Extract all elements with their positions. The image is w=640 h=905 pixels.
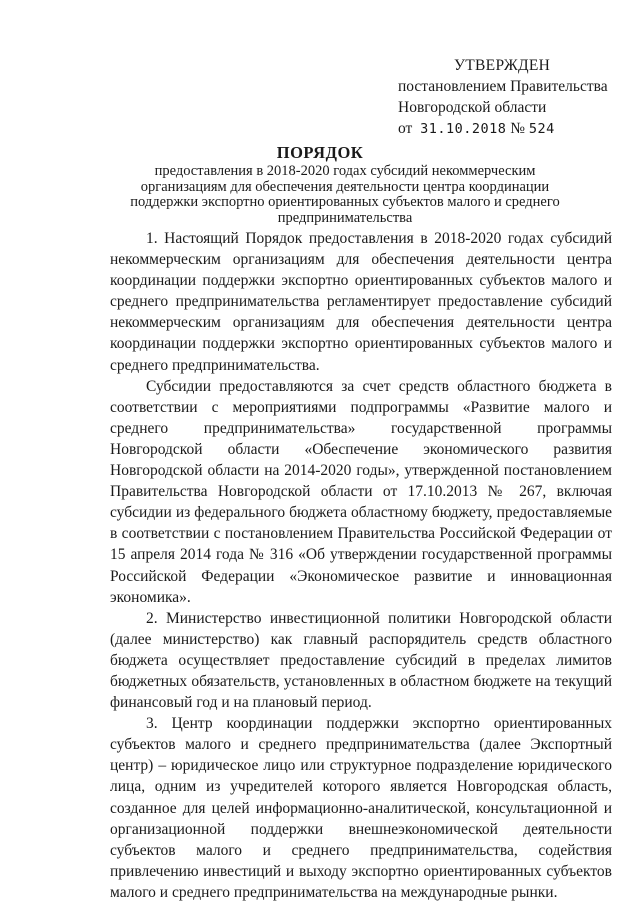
approval-line-1: постановлением Правительства bbox=[398, 78, 608, 95]
document-subtitle: предоставления в 2018-2020 годах субсидий некоммерческим организациям для обеспечения деятельности центра координации поддержки экспортно ориентированных субъектов малого и среднего предпринимательства bbox=[130, 163, 560, 226]
paragraph-2: Субсидии предоставляются за счет средств областного бюджета в соответствии с мероприятиями подпрограммы «Развитие малого и среднего предпринимательства» государственной программы Новгородской области «Обеспечение экономического развития Новгородской области на 2014-2020 годы», утвержденной постановлением Правительства Новгородской области от 17.10.2013 № 267, включая субсидии из федерального бюджета областному бюджету, предоставляемые в соответствии с постановлением Правительства Российской Федерации от 15 апреля 2014 года № 316 «Об утверждении государственной программы Российской Федерации «Экономическое развитие и инновационная экономика». bbox=[110, 377, 612, 606]
paragraph-3: 2. Министерство инвестиционной политики Новгородской области (далее министерство) как главный распорядитель средств областного бюджета осуществляет предоставление субсидий в пределах лимитов бюджетных обязательств, установленных в областном бюджете на текущий финансовый год и на плановый период. bbox=[110, 609, 612, 712]
document-body bbox=[110, 228, 612, 903]
approval-date-line bbox=[398, 118, 608, 140]
approval-line-2: Новгородской области bbox=[398, 99, 547, 116]
date-prefix: от bbox=[398, 120, 413, 137]
approval-stamp bbox=[398, 55, 608, 140]
document-date: 31.10.2018 bbox=[420, 121, 507, 137]
approved-title: УТВЕРЖДЕН bbox=[454, 57, 551, 74]
document-number: 524 bbox=[528, 121, 555, 137]
paragraph-4: 3. Центр координации поддержки экспортно ориентированных субъектов малого и среднего предпринимательства (далее Экспортный центр) – юридическое лицо или структурное подразделение юридического лица, одним из учредителей которого является Новгородская область, созданное для целей информационно-аналитической, консультационной и организационной поддержки внешнеэкономической деятельности субъектов малого и среднего предпринимательства, содействия привлечению инвестиций и выходу экспортно ориентированных субъектов малого и среднего предпринимательства на международные рынки. bbox=[110, 715, 612, 901]
document-title: ПОРЯДОК bbox=[276, 143, 364, 162]
paragraph-1: 1. Настоящий Порядок предоставления в 2018-2020 годах субсидий некоммерческим организациям для обеспечения деятельности центра координации поддержки экспортно ориентированных субъектов малого и среднего предпринимательства регламентирует предоставление субсидий некоммерческим организациям для обеспечения деятельности центра координации поддержки экспортно ориентированных субъектов малого и среднего предпринимательства. bbox=[110, 230, 612, 374]
number-sign: № bbox=[510, 120, 526, 137]
